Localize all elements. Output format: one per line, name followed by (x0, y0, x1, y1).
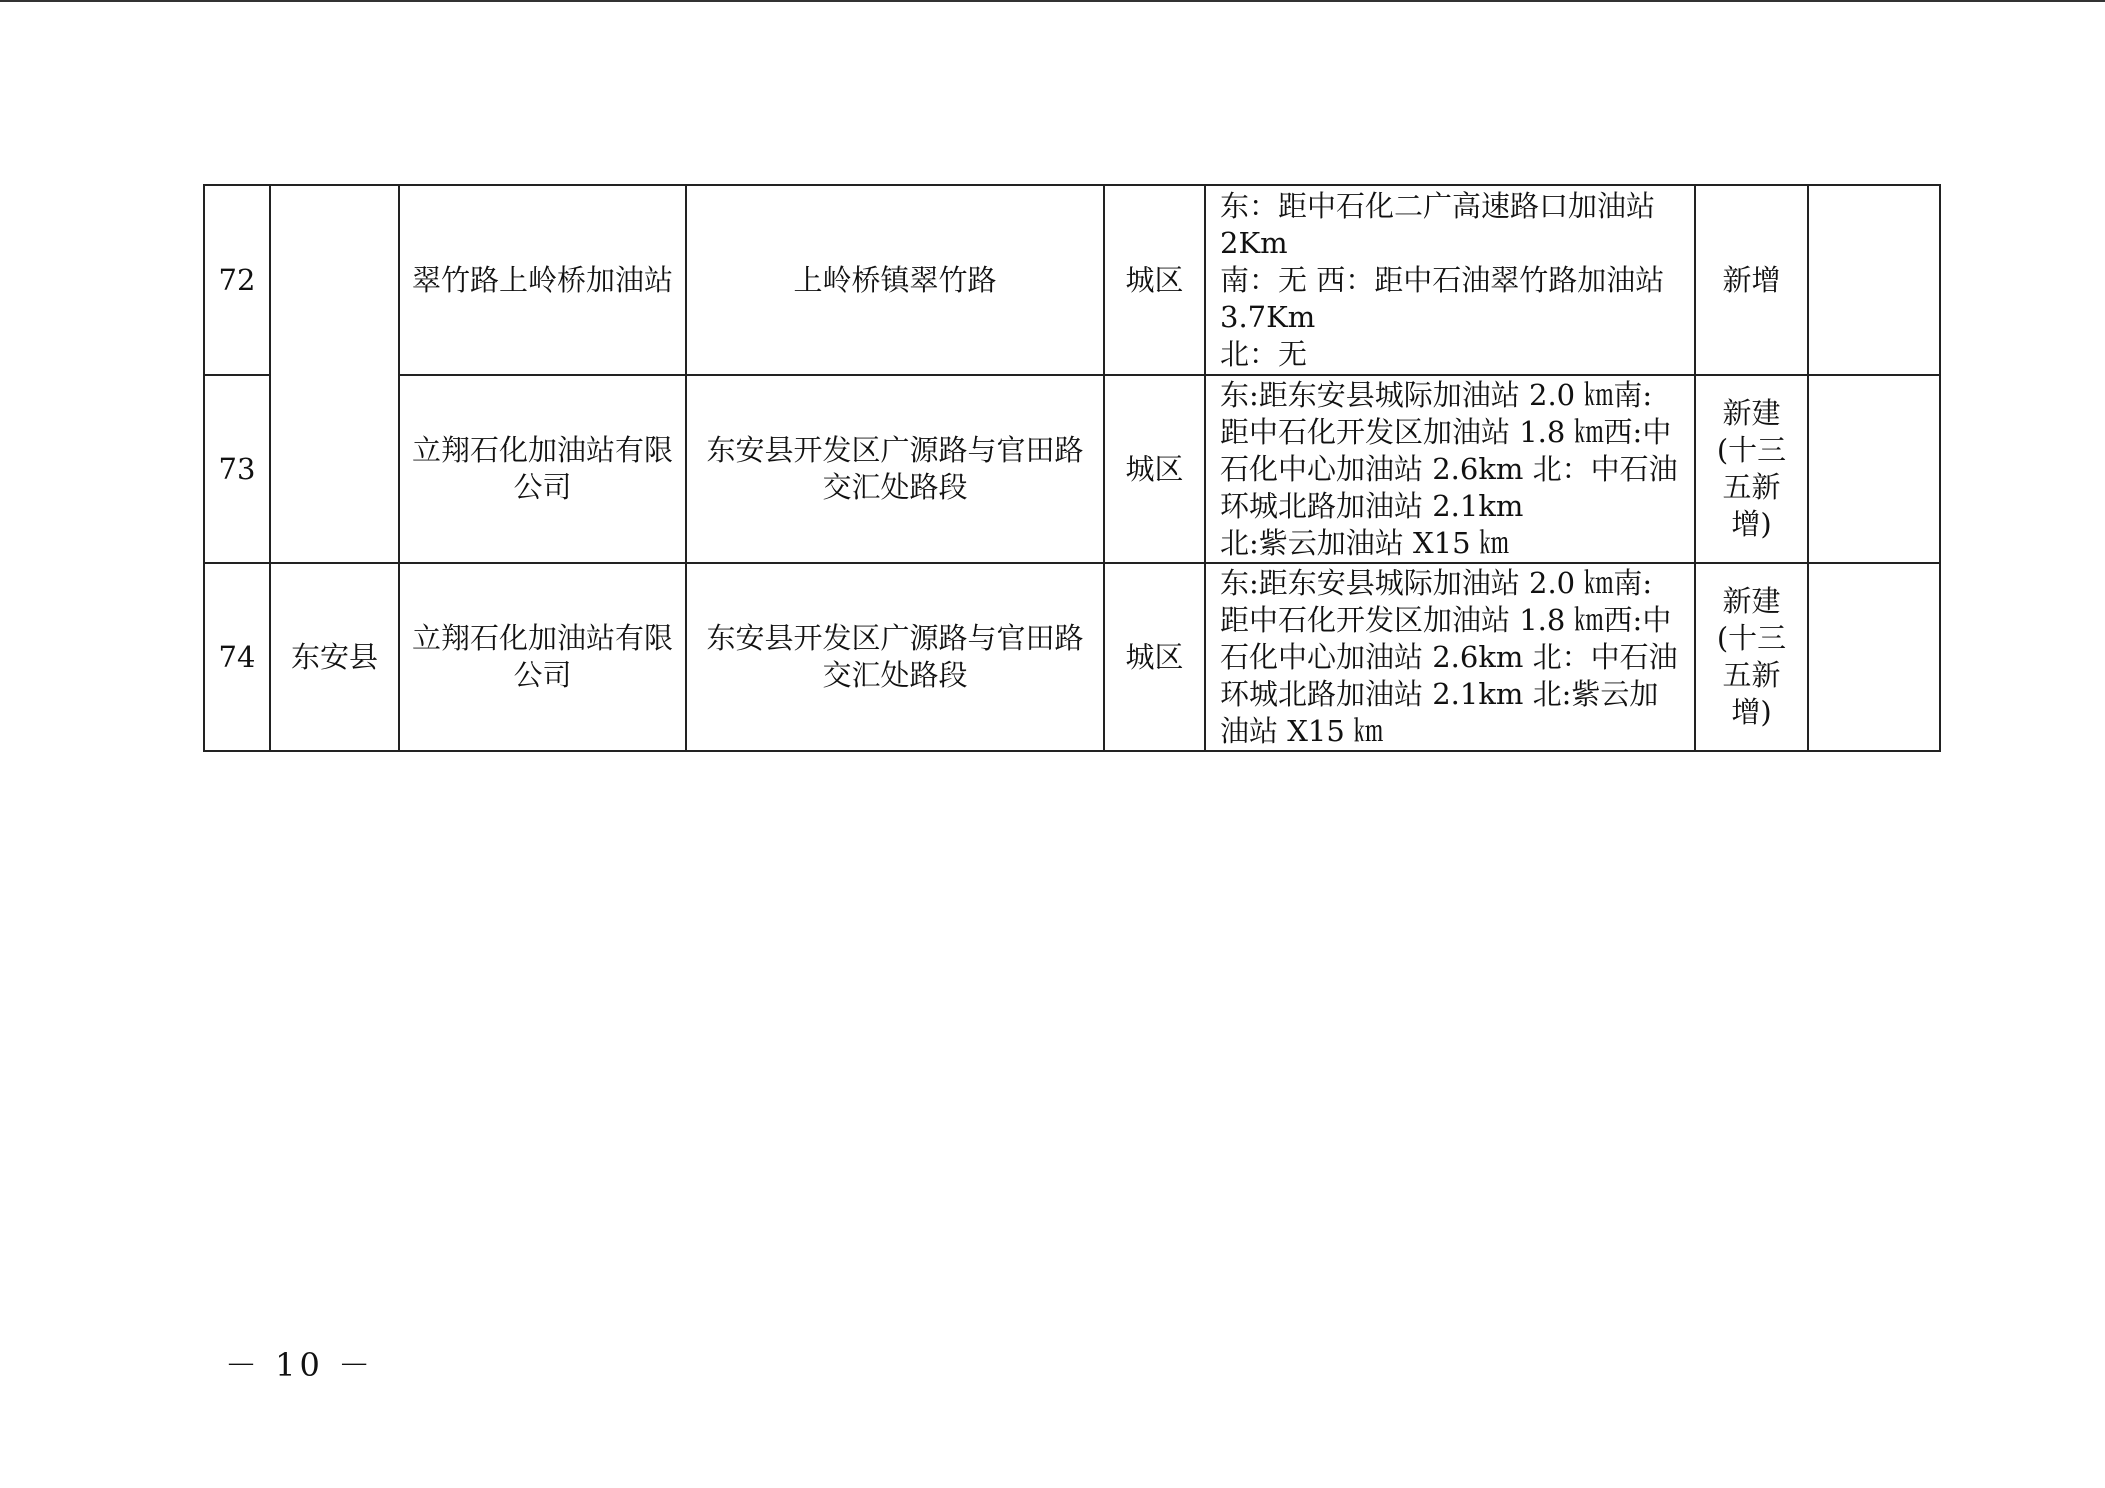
area-cell: 城区 (1104, 563, 1205, 751)
station-name-cell: 立翔石化加油站有限公司 (399, 563, 686, 751)
type-cell: 新增 (1695, 185, 1808, 375)
surroundings-line: 东：距中石化二广高速路口加油站 (1220, 188, 1656, 223)
table-row (204, 563, 1940, 751)
surroundings-line: 南：无 西：距中石油翠竹路加油站 (1220, 262, 1665, 297)
type-cell: 新建(十三五新增) (1695, 375, 1808, 563)
address-cell: 东安县开发区广源路与官田路交汇处路段 (686, 563, 1104, 751)
surroundings-line: 北:紫云加油站 X15 ㎞ (1220, 525, 1509, 560)
remark-cell (1808, 185, 1940, 375)
type-cell: 新建(十三五新增) (1695, 563, 1808, 751)
surroundings-line: 北：无 (1220, 336, 1308, 371)
address-cell: 上岭桥镇翠竹路 (686, 185, 1104, 375)
remark-cell (1808, 563, 1940, 751)
table-row (204, 375, 1940, 563)
row-number-cell: 74 (204, 563, 270, 751)
surroundings-cell (1205, 185, 1695, 375)
surroundings-line: 3.7Km (1220, 299, 1316, 334)
surroundings-cell (1205, 375, 1695, 563)
surroundings-line: 东:距东安县城际加油站 2.0 ㎞南:距中石化开发区加油站 1.8 ㎞西:中石化中心加油站 2.6km 北：中石油环城北路加油站 2.1km (1220, 377, 1678, 523)
row-number-cell: 73 (204, 375, 270, 563)
county-cell (270, 185, 399, 563)
surroundings-line: 东:距东安县城际加油站 2.0 ㎞南:距中石化开发区加油站 1.8 ㎞西:中石化中心加油站 2.6km 北：中石油环城北路加油站 2.1km 北:紫云加油站 X15 ㎞ (1220, 565, 1678, 748)
station-name-cell: 翠竹路上岭桥加油站 (399, 185, 686, 375)
surroundings-cell (1205, 563, 1695, 751)
row-number-cell: 72 (204, 185, 270, 375)
address-cell: 东安县开发区广源路与官田路交汇处路段 (686, 375, 1104, 563)
remark-cell (1808, 375, 1940, 563)
station-name-cell: 立翔石化加油站有限公司 (399, 375, 686, 563)
county-cell: 东安县 (270, 563, 399, 751)
area-cell: 城区 (1104, 185, 1205, 375)
surroundings-line: 2Km (1220, 225, 1288, 260)
page-number: － 10 － (225, 1346, 375, 1384)
gas-station-table (203, 184, 1941, 752)
top-rule (0, 0, 2105, 2)
area-cell: 城区 (1104, 375, 1205, 563)
table-row (204, 185, 1940, 375)
